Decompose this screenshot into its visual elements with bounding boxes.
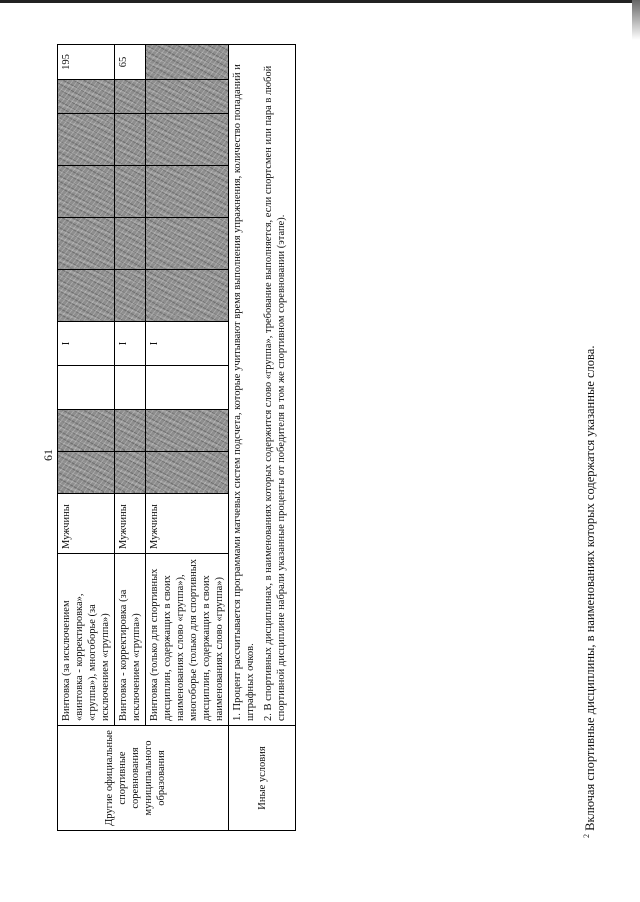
rotated-page — [20, 22, 620, 882]
category-cell — [229, 726, 296, 831]
sex-text: Мужчины — [118, 504, 129, 549]
value-text: 65 — [118, 56, 129, 68]
shaded-cell — [146, 166, 229, 218]
notes-cell — [229, 45, 296, 726]
shaded-cell — [146, 410, 229, 452]
discipline-text: Винтовка - корректировка (за исключением «группа») — [118, 589, 142, 721]
value-cell — [115, 45, 146, 80]
shaded-cell — [146, 114, 229, 166]
shaded-cell — [146, 270, 229, 322]
discipline-cell — [115, 554, 146, 726]
shaded-cell — [146, 45, 229, 80]
scan-top-edge — [0, 0, 640, 3]
shaded-cell — [146, 452, 229, 494]
shaded-cell — [146, 80, 229, 114]
sex-text: Мужчины — [149, 504, 160, 549]
shaded-cell — [115, 452, 146, 494]
shaded-cell — [115, 80, 146, 114]
shaded-cell — [115, 270, 146, 322]
rank-mark: I — [149, 341, 160, 346]
shaded-cell — [115, 166, 146, 218]
shaded-cell — [58, 452, 115, 494]
rank-mark: I — [61, 341, 72, 346]
footnote-marker: 2 — [582, 834, 591, 838]
rank-mark: I — [118, 341, 129, 346]
shaded-cell — [58, 270, 115, 322]
category-label: Другие официальные спортивные соревнования муниципального образования — [104, 730, 167, 826]
category-label: Иные условия — [256, 746, 268, 810]
sex-cell — [146, 494, 229, 554]
table-row — [146, 45, 229, 831]
qualification-table — [57, 44, 296, 831]
discipline-cell — [146, 554, 229, 726]
footnote — [582, 346, 598, 838]
rank-mark-cell — [115, 322, 146, 366]
note-paragraph: 1. Процент рассчитывается программами матчевых систем подсчета, которые учитывают время выполнения упражнения, количество попаданий и штрафных очков. — [232, 64, 256, 721]
value-cell — [58, 45, 115, 80]
category-cell — [58, 726, 229, 831]
discipline-cell — [58, 554, 115, 726]
note-paragraph: 2. В спортивных дисциплинах, в наименованиях которых содержится слово «группа», требование выполняется, если спортсмен или пара в любой спортивной дисциплине набрали указанные проценты от победителя в том же спортивном соревновании (этапе). — [263, 65, 287, 721]
scan-right-shadow — [632, 0, 640, 40]
blank-cell — [146, 366, 229, 410]
shaded-cell — [115, 114, 146, 166]
shaded-cell — [58, 114, 115, 166]
blank-cell — [58, 366, 115, 410]
footnote-text: Включая спортивные дисциплины, в наименованиях которых содержатся указанные слова. — [583, 345, 598, 831]
shaded-cell — [115, 410, 146, 452]
shaded-cell — [58, 410, 115, 452]
sex-cell — [58, 494, 115, 554]
shaded-cell — [58, 218, 115, 270]
shaded-cell — [58, 166, 115, 218]
table-row — [58, 45, 115, 831]
discipline-text: Винтовка (только для спортивных дисциплин, содержащих в своих наименованиях слово «группа»), многоборье (только для спортивных дисциплин, содержащих в своих наименованиях слово «группа») — [149, 558, 225, 721]
rank-mark-cell — [146, 322, 229, 366]
table-row — [115, 45, 146, 831]
table-row — [229, 45, 296, 831]
shaded-cell — [146, 218, 229, 270]
rank-mark-cell — [58, 322, 115, 366]
shaded-cell — [115, 218, 146, 270]
page-number: 61 — [41, 449, 55, 461]
shaded-cell — [58, 80, 115, 114]
discipline-text: Винтовка (за исключением «винтовка - корректировка», «группа»), многоборье (за исключением «группа») — [61, 593, 111, 721]
value-text: 195 — [61, 54, 72, 70]
sex-text: Мужчины — [61, 504, 72, 549]
blank-cell — [115, 366, 146, 410]
sex-cell — [115, 494, 146, 554]
